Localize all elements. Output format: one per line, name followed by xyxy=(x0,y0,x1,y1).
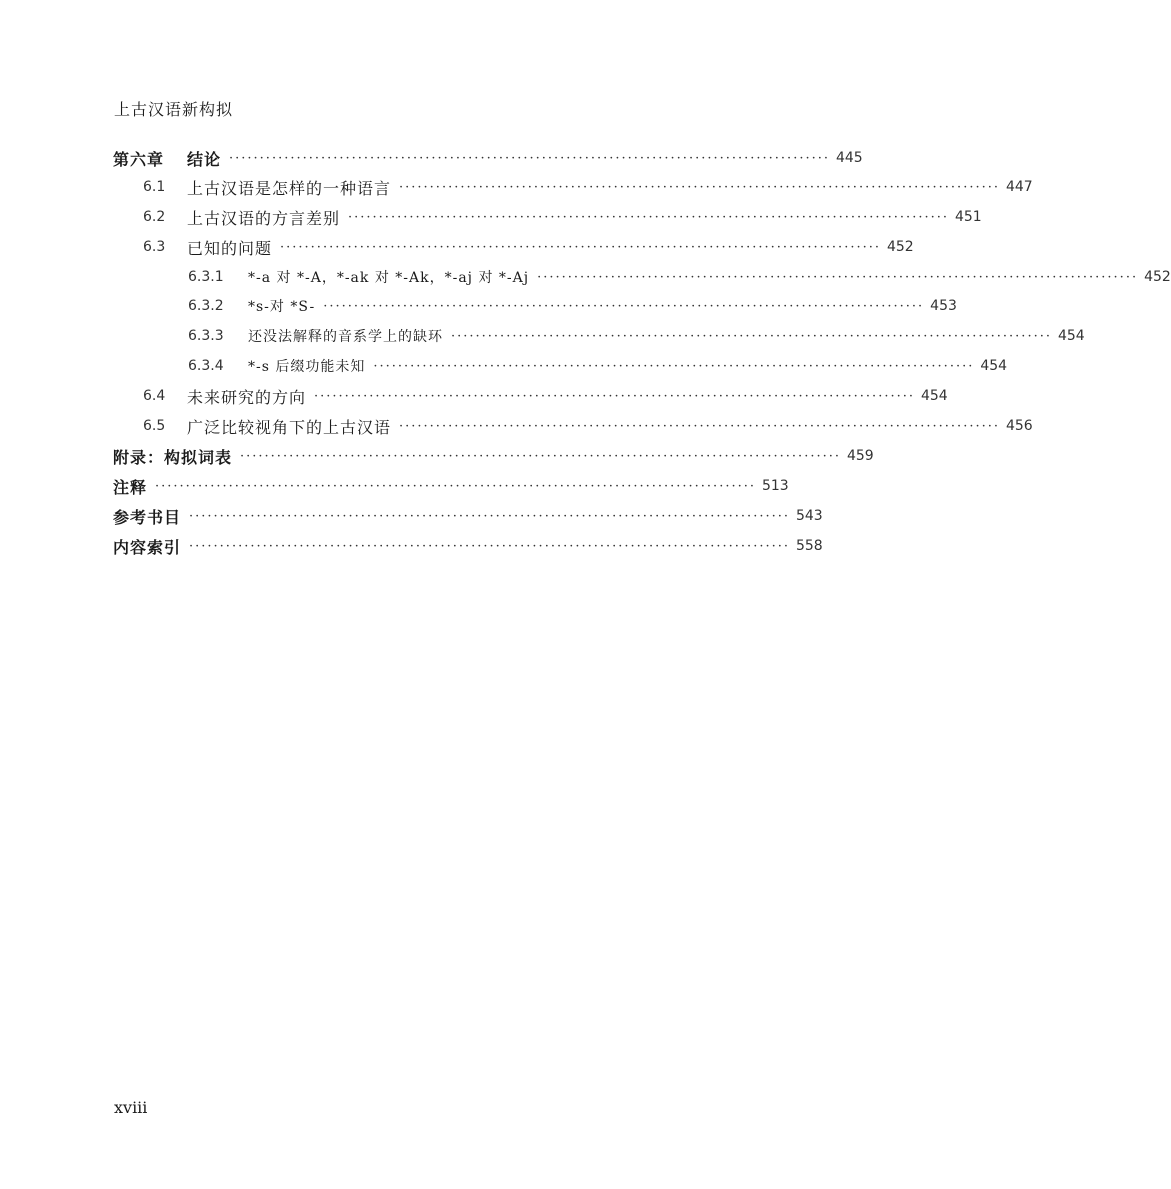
page-number: 453 xyxy=(930,298,957,314)
subsection-number: 6.3.1 xyxy=(188,269,224,285)
section-number: 6.1 xyxy=(143,179,166,195)
section-number: 6.5 xyxy=(143,418,166,434)
section-number: 6.3 xyxy=(143,239,166,255)
page-number: 452 xyxy=(1144,269,1171,285)
dot-leader: ·································································································· xyxy=(399,179,1000,195)
toc-section[interactable] xyxy=(143,232,914,262)
page-number: 513 xyxy=(761,478,789,494)
page-number: 454 xyxy=(980,358,1008,374)
toc-bibliography[interactable] xyxy=(113,501,823,531)
page-number: 456 xyxy=(1005,418,1033,434)
dot-leader: ·································································································· xyxy=(373,358,975,374)
dot-leader: ·································································································· xyxy=(348,209,949,225)
back-matter-title: 注释 xyxy=(113,477,148,497)
page-number: 454 xyxy=(1057,328,1085,344)
subsection-number: 6.3.4 xyxy=(188,358,224,374)
dot-leader: ·································································································· xyxy=(280,239,881,255)
subsection-number: 6.3.3 xyxy=(188,328,224,344)
dot-leader: ·································································································· xyxy=(399,418,1000,434)
toc-index[interactable] xyxy=(113,531,823,561)
page-number: 445 xyxy=(835,150,863,166)
toc-section[interactable] xyxy=(143,381,948,411)
page-number: 459 xyxy=(846,448,874,464)
toc-section[interactable] xyxy=(143,172,1033,202)
dot-leader: ·································································································· xyxy=(229,150,830,166)
page-number: 454 xyxy=(920,388,948,404)
section-number: 6.2 xyxy=(143,209,166,225)
subsection-title: *-a 对 *-A，*-ak 对 *-Ak，*-aj 对 *-Aj xyxy=(248,270,530,286)
page-number: 447 xyxy=(1005,179,1033,195)
toc-subsection[interactable] xyxy=(188,351,1008,381)
section-title: 上古汉语是怎样的一种语言 xyxy=(187,178,392,198)
page-number: 452 xyxy=(886,239,914,255)
section-number: 6.4 xyxy=(143,388,166,404)
dot-leader: ·································································································· xyxy=(240,448,841,464)
section-title: 未来研究的方向 xyxy=(187,387,307,407)
running-head: 上古汉语新构拟 xyxy=(114,100,234,119)
toc-section[interactable] xyxy=(143,202,982,232)
toc-subsection[interactable] xyxy=(188,291,957,321)
dot-leader: ·································································································· xyxy=(537,269,1139,285)
toc-notes[interactable] xyxy=(113,471,789,501)
chapter-title: 结论 xyxy=(187,149,222,169)
subsection-number: 6.3.2 xyxy=(188,298,224,314)
section-title: 已知的问题 xyxy=(187,238,273,258)
toc-chapter-6[interactable] xyxy=(113,143,863,173)
back-matter-title: 参考书目 xyxy=(113,507,182,527)
section-title: 上古汉语的方言差别 xyxy=(187,208,341,228)
page-number: 543 xyxy=(795,508,823,524)
dot-leader: ·································································································· xyxy=(451,328,1052,344)
back-matter-title: 内容索引 xyxy=(113,537,182,557)
dot-leader: ·································································································· xyxy=(323,298,925,314)
page-folio: xviii xyxy=(114,1098,148,1117)
toc-appendix[interactable] xyxy=(113,441,874,471)
chapter-number: 第六章 xyxy=(113,149,165,169)
back-matter-title: 附录：构拟词表 xyxy=(113,447,233,467)
dot-leader: ·································································································· xyxy=(189,538,790,554)
toc-subsection[interactable] xyxy=(188,262,1171,292)
page-number: 451 xyxy=(954,209,982,225)
dot-leader: ·································································································· xyxy=(155,478,756,494)
dot-leader: ·································································································· xyxy=(314,388,915,404)
page-number: 558 xyxy=(795,538,823,554)
subsection-title: *-s 后缀功能未知 xyxy=(248,359,366,375)
toc-subsection[interactable] xyxy=(188,321,1085,351)
dot-leader: ·································································································· xyxy=(189,508,790,524)
section-title: 广泛比较视角下的上古汉语 xyxy=(187,417,392,437)
subsection-title: *s-对 *S- xyxy=(248,299,316,315)
toc-section[interactable] xyxy=(143,411,1033,441)
subsection-title: 还没法解释的音系学上的缺环 xyxy=(248,329,443,345)
